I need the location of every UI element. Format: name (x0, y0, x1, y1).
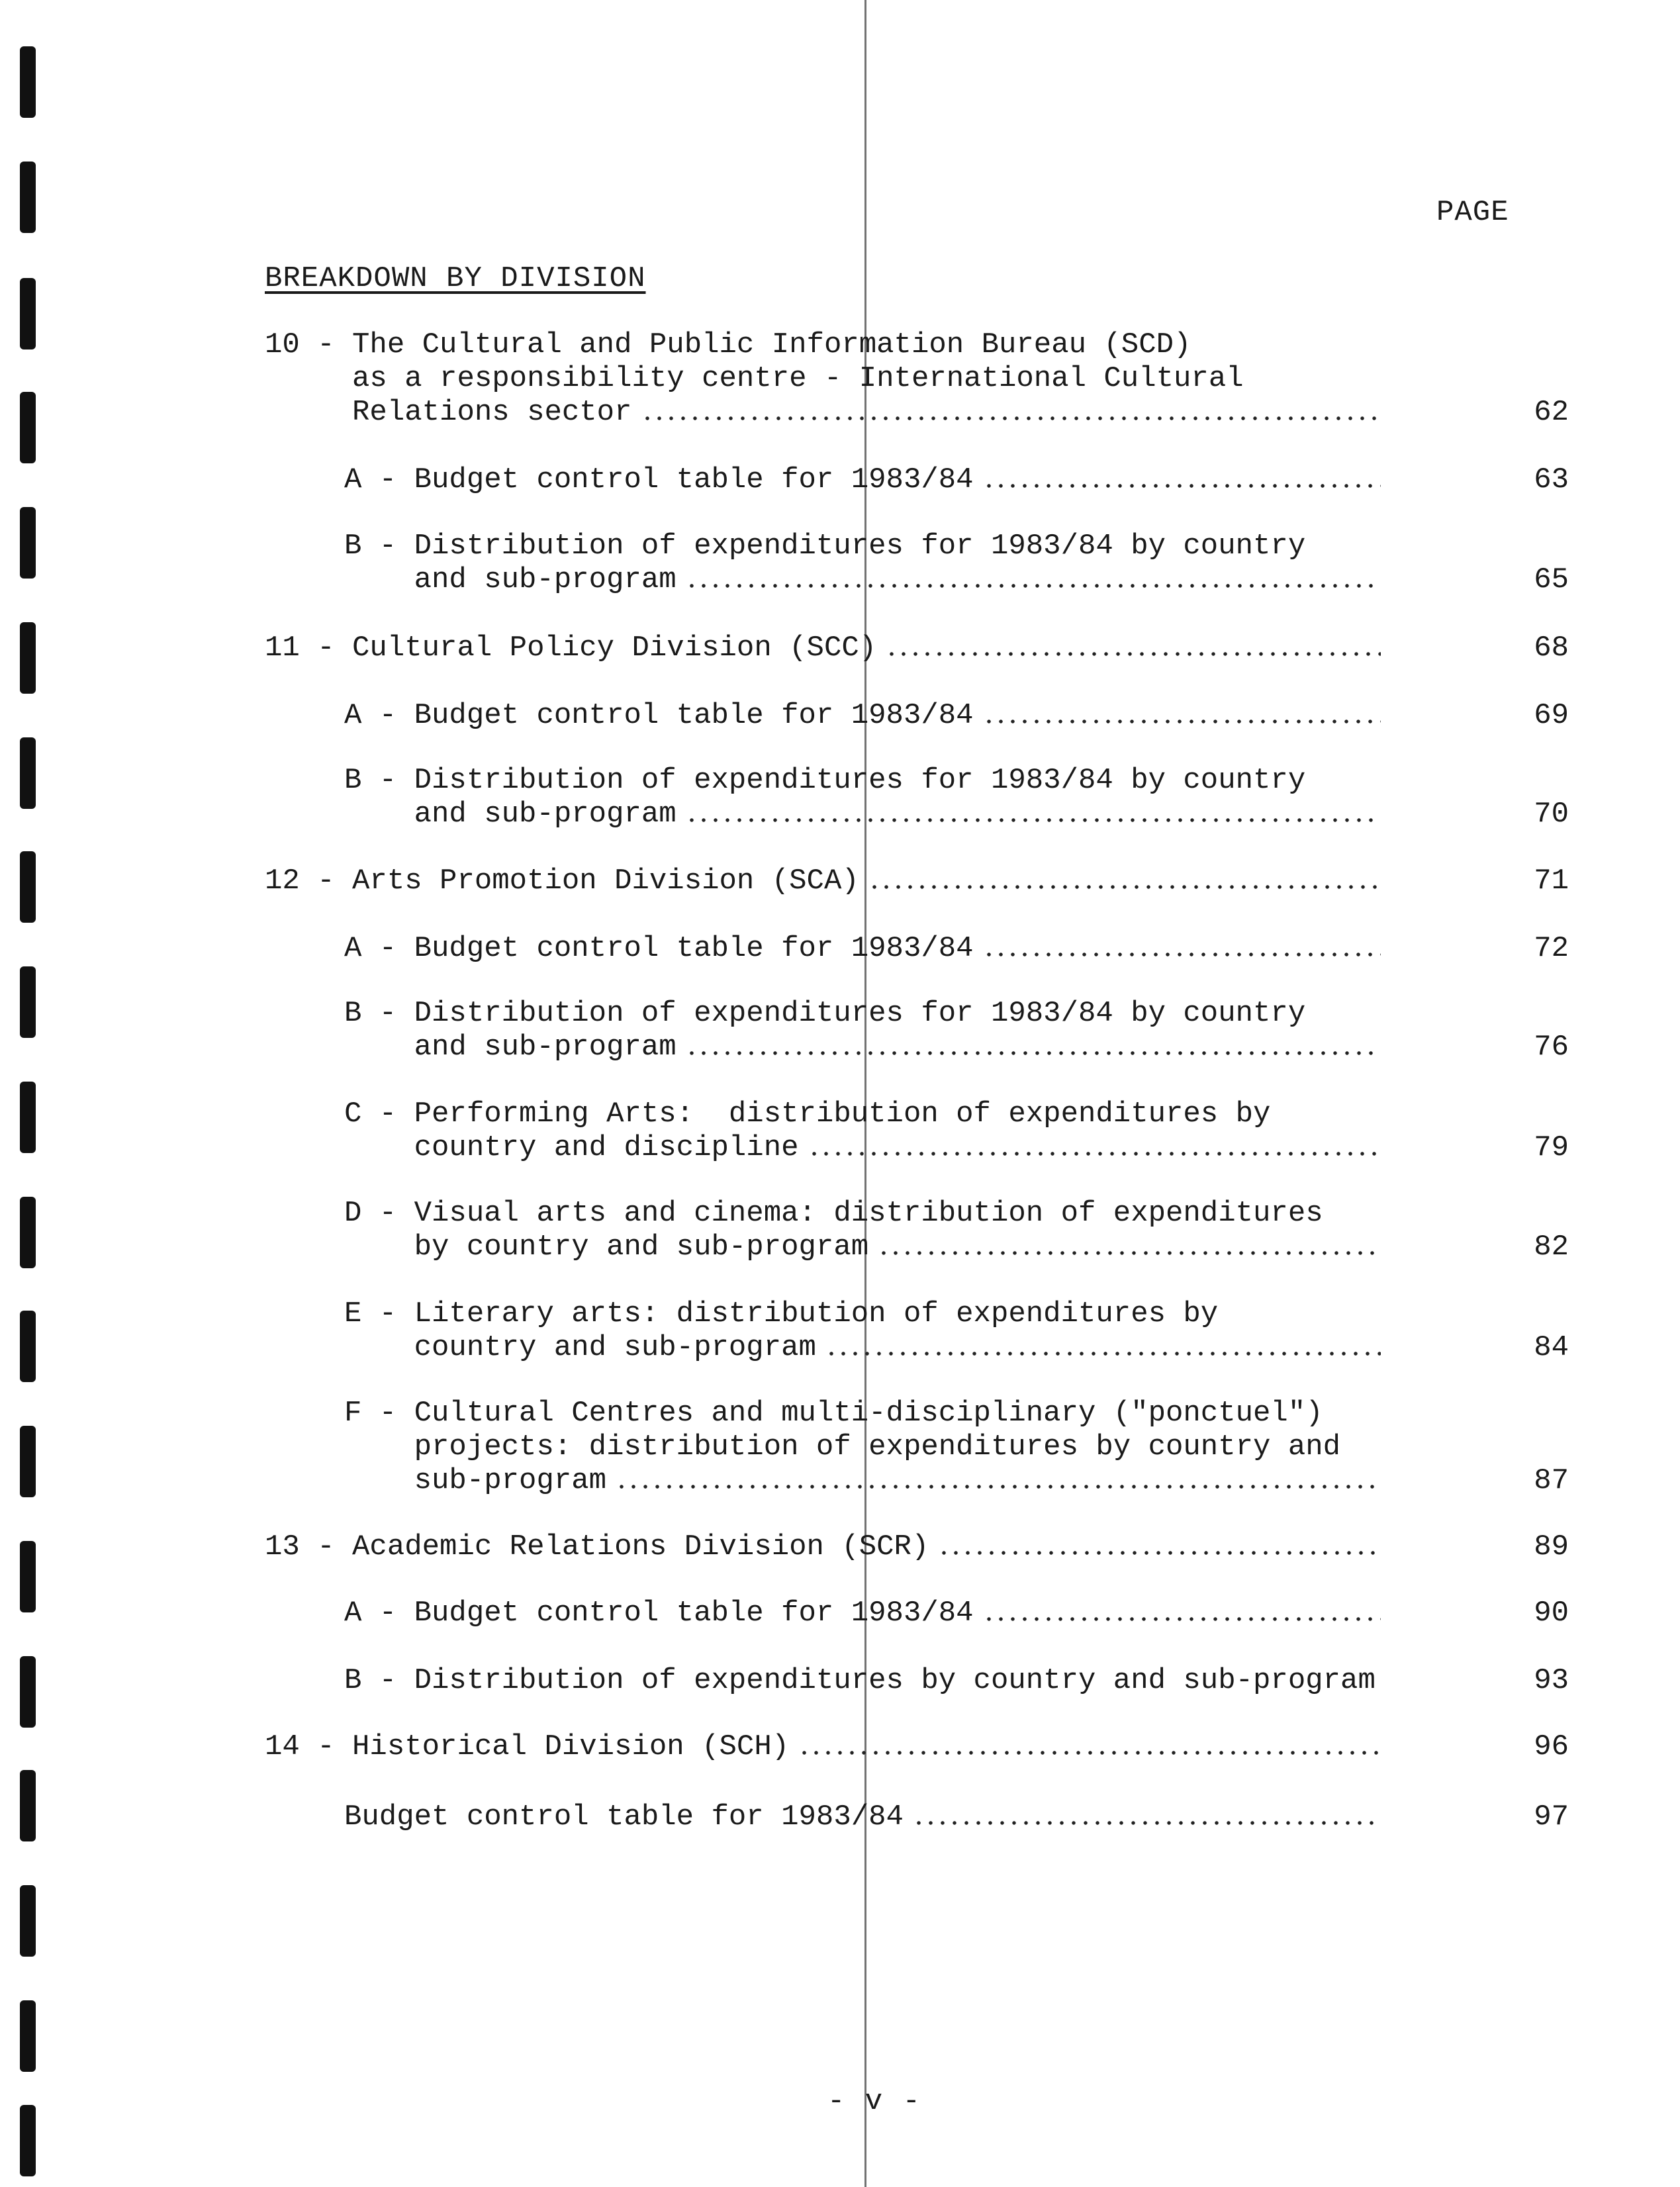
toc-entry-text: F - Cultural Centres and multi-disciplinary ("ponctuel") (344, 1397, 1323, 1430)
toc-entry-last-line (344, 1031, 1390, 1064)
dot-leader (641, 415, 1381, 422)
toc-entry-text: A - Budget control table for 1983/84 (344, 699, 974, 732)
dot-leader (808, 1150, 1381, 1157)
toc-entry-last-line (265, 396, 1390, 430)
toc-entry-text: projects: distribution of expenditures by country and (344, 1430, 1341, 1464)
toc-entry (344, 1800, 1569, 1834)
toc-entry-text: 14 - Historical Division (SCH) (265, 1730, 790, 1763)
binding-hole (20, 851, 36, 923)
binding-hole (20, 162, 36, 233)
toc-entry (265, 631, 1569, 665)
toc-entry-text: D - Visual arts and cinema: distribution of expenditures (344, 1197, 1323, 1230)
toc-entry (344, 699, 1569, 733)
dot-leader (878, 1250, 1381, 1256)
binding-holes (20, 0, 37, 2187)
toc-page-number: 93 (1534, 1664, 1569, 1697)
toc-entry-last-line (344, 463, 1390, 497)
toc-entry-last-line (344, 563, 1390, 597)
dot-leader (886, 651, 1381, 657)
dot-leader (825, 1350, 1381, 1357)
toc-entry (344, 1664, 1569, 1698)
toc-entry (344, 997, 1569, 1064)
toc-page-number: 70 (1534, 798, 1569, 831)
toc-entry-text: and sub-program (344, 1031, 677, 1064)
toc-page-number: 76 (1534, 1031, 1569, 1064)
toc-entry (344, 932, 1569, 966)
toc-entry-text: C - Performing Arts: distribution of expenditures by (344, 1097, 1271, 1131)
dot-leader (983, 483, 1381, 489)
binding-hole (20, 507, 36, 579)
toc-entry (344, 1297, 1569, 1365)
toc-page-number: 69 (1534, 699, 1569, 732)
toc-page-number: 89 (1534, 1530, 1569, 1563)
binding-hole (20, 278, 36, 349)
toc-entry-last-line (344, 1331, 1390, 1365)
toc-entry-text: B - Distribution of expenditures for 1983/84 by country (344, 764, 1306, 797)
toc-entry (344, 463, 1569, 497)
dot-leader (938, 1550, 1381, 1556)
toc-entry (265, 328, 1569, 430)
toc-entry (265, 1530, 1569, 1564)
binding-hole (20, 2000, 36, 2072)
binding-hole (20, 2105, 36, 2176)
page-column-label: PAGE (1436, 196, 1509, 229)
binding-hole (20, 1541, 36, 1612)
dot-leader (616, 1483, 1381, 1490)
toc-entry-text: 12 - Arts Promotion Division (SCA) (265, 864, 859, 898)
toc-page-number: 97 (1534, 1800, 1569, 1834)
toc-entry (265, 1730, 1569, 1764)
page-number: - v - (827, 2085, 922, 2118)
toc-entry (344, 764, 1569, 831)
dot-leader (868, 884, 1381, 890)
toc-entry-text: country and discipline (344, 1131, 799, 1164)
toc-entry-text: B - Distribution of expenditures by country and sub-program (344, 1664, 1376, 1697)
section-heading: BREAKDOWN BY DIVISION (265, 262, 646, 295)
dot-leader (983, 1616, 1381, 1622)
dot-leader (686, 817, 1381, 823)
binding-hole (20, 1082, 36, 1153)
toc-page-number: 68 (1534, 631, 1569, 665)
toc-entry-text: Relations sector (265, 396, 632, 429)
toc-page-number: 62 (1534, 396, 1569, 429)
toc-entry-text: and sub-program (344, 798, 677, 831)
dot-leader (686, 582, 1381, 589)
dot-leader (983, 951, 1381, 958)
toc-entry-last-line (265, 1730, 1390, 1764)
binding-hole (20, 392, 36, 463)
toc-page-number: 90 (1534, 1597, 1569, 1630)
toc-entry-text: country and sub-program (344, 1331, 816, 1364)
binding-hole (20, 46, 36, 118)
toc-entry-last-line (344, 1597, 1390, 1630)
dot-leader (798, 1749, 1381, 1756)
toc-entry (344, 530, 1569, 597)
toc-entry-last-line (344, 1131, 1390, 1165)
toc-entry-last-line (344, 932, 1390, 966)
toc-entry-text: and sub-program (344, 563, 677, 596)
binding-hole (20, 1656, 36, 1728)
toc-entry-text: 10 - The Cultural and Public Information Bureau (SCD) (265, 328, 1191, 361)
toc-page-number: 96 (1534, 1730, 1569, 1763)
toc-entry-text: 13 - Academic Relations Division (SCR) (265, 1530, 929, 1563)
dot-leader (983, 718, 1381, 725)
toc-entry-last-line (344, 1664, 1390, 1698)
toc-page-number: 82 (1534, 1231, 1569, 1264)
binding-hole (20, 966, 36, 1038)
toc-entry-text: Budget control table for 1983/84 (344, 1800, 904, 1834)
toc-entry-text: by country and sub-program (344, 1231, 869, 1264)
toc-entry-last-line (265, 631, 1390, 665)
binding-hole (20, 737, 36, 809)
toc-entry-text: as a responsibility centre - International Cultural (265, 362, 1244, 395)
toc-entry-last-line (265, 1530, 1390, 1564)
toc-entry (344, 1197, 1569, 1264)
toc-entry (344, 1597, 1569, 1630)
toc-entry-last-line (265, 864, 1390, 898)
toc-entry-text: E - Literary arts: distribution of expenditures by (344, 1297, 1219, 1330)
toc-page-number: 65 (1534, 563, 1569, 596)
toc-page-number: 63 (1534, 463, 1569, 496)
toc-entry-last-line (344, 1464, 1390, 1498)
binding-hole (20, 622, 36, 694)
toc-entry-text: sub-program (344, 1464, 607, 1497)
binding-hole (20, 1311, 36, 1382)
binding-hole (20, 1885, 36, 1957)
toc-entry (344, 1397, 1569, 1498)
toc-entry-last-line (344, 1231, 1390, 1264)
toc-entry (344, 1097, 1569, 1165)
toc-page-number: 84 (1534, 1331, 1569, 1364)
toc-entry-text: A - Budget control table for 1983/84 (344, 1597, 974, 1630)
toc-entry-text: A - Budget control table for 1983/84 (344, 463, 974, 496)
toc-entry-text: B - Distribution of expenditures for 1983/84 by country (344, 530, 1306, 563)
toc-entry-last-line (344, 798, 1390, 831)
toc-page-number: 79 (1534, 1131, 1569, 1164)
toc-entry (265, 864, 1569, 898)
toc-entry-last-line (344, 699, 1390, 733)
toc-page-number: 72 (1534, 932, 1569, 965)
toc-entry-text: A - Budget control table for 1983/84 (344, 932, 974, 965)
binding-hole (20, 1426, 36, 1497)
toc-entry-last-line (344, 1800, 1390, 1834)
toc-page-number: 71 (1534, 864, 1569, 898)
toc-entry-text: B - Distribution of expenditures for 1983/84 by country (344, 997, 1306, 1030)
toc-page-number: 87 (1534, 1464, 1569, 1497)
dot-leader (913, 1820, 1381, 1826)
dot-leader (686, 1050, 1381, 1056)
toc-entry-text: 11 - Cultural Policy Division (SCC) (265, 631, 877, 665)
binding-hole (20, 1770, 36, 1841)
binding-hole (20, 1197, 36, 1268)
